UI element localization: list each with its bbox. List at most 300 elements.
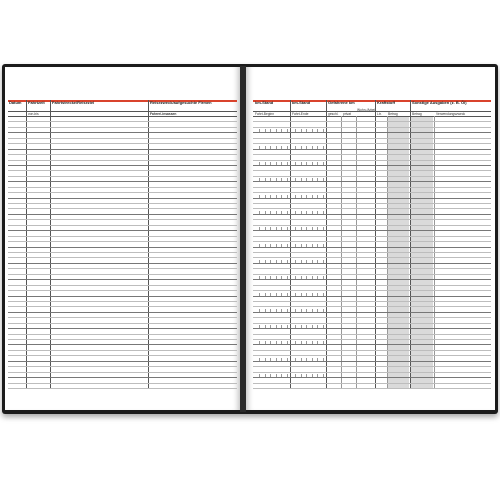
digit-tick — [265, 178, 266, 181]
digit-tick — [301, 374, 302, 377]
left-page — [5, 67, 240, 410]
row-line — [253, 214, 491, 215]
digit-tick — [259, 162, 260, 165]
digit-tick — [259, 227, 260, 230]
digit-tick — [270, 244, 271, 247]
row-line — [253, 219, 491, 220]
digit-tick — [312, 325, 313, 328]
digit-tick — [265, 244, 266, 247]
digit-tick — [270, 260, 271, 263]
digit-tick — [276, 129, 277, 132]
digit-tick — [323, 227, 324, 230]
digit-tick — [276, 162, 277, 165]
digit-tick — [323, 309, 324, 312]
digit-tick — [323, 276, 324, 279]
column-header-time: Fahrtzeit — [28, 100, 45, 105]
digit-tick — [295, 325, 296, 328]
digit-tick — [276, 325, 277, 328]
digit-tick — [287, 309, 288, 312]
digit-tick — [317, 162, 318, 165]
row-line — [8, 355, 237, 356]
row-line — [8, 143, 237, 144]
digit-tick — [323, 374, 324, 377]
digit-tick — [276, 260, 277, 263]
digit-tick — [306, 178, 307, 181]
digit-tick — [317, 341, 318, 344]
digit-tick — [301, 260, 302, 263]
row-line — [253, 328, 491, 329]
row-line — [8, 170, 237, 171]
digit-tick — [306, 244, 307, 247]
digit-tick — [276, 341, 277, 344]
column-sub-fuel-amount: Betrag — [388, 112, 398, 116]
digit-tick — [295, 178, 296, 181]
digit-tick — [259, 146, 260, 149]
digit-tick — [276, 195, 277, 198]
row-line — [253, 181, 491, 182]
digit-tick — [323, 260, 324, 263]
row-line — [253, 377, 491, 378]
digit-tick — [301, 211, 302, 214]
row-line — [8, 208, 237, 209]
row-line — [253, 252, 491, 253]
digit-tick — [265, 129, 266, 132]
row-line — [253, 230, 491, 231]
row-line — [8, 328, 237, 329]
digit-tick — [317, 178, 318, 181]
digit-tick — [295, 309, 296, 312]
digit-tick — [306, 162, 307, 165]
digit-tick — [295, 211, 296, 214]
digit-tick — [317, 227, 318, 230]
digit-tick — [265, 293, 266, 296]
digit-tick — [295, 276, 296, 279]
digit-tick — [295, 260, 296, 263]
row-line — [8, 241, 237, 242]
digit-tick — [317, 146, 318, 149]
row-line — [8, 344, 237, 345]
digit-tick — [281, 227, 282, 230]
digit-tick — [323, 162, 324, 165]
digit-tick — [306, 195, 307, 198]
digit-tick — [323, 325, 324, 328]
digit-tick — [312, 146, 313, 149]
digit-tick — [281, 358, 282, 361]
digit-tick — [312, 129, 313, 132]
digit-tick — [323, 178, 324, 181]
row-line — [8, 252, 237, 253]
digit-tick — [259, 244, 260, 247]
row-line — [8, 366, 237, 367]
row-line — [253, 138, 491, 139]
digit-tick — [265, 309, 266, 312]
digit-tick — [317, 325, 318, 328]
digit-tick — [276, 276, 277, 279]
digit-tick — [276, 146, 277, 149]
row-line — [8, 214, 237, 215]
row-line — [8, 160, 237, 161]
row-line — [8, 138, 237, 139]
digit-tick — [270, 195, 271, 198]
row-line — [8, 372, 237, 373]
row-line — [253, 176, 491, 177]
digit-tick — [312, 227, 313, 230]
row-line — [8, 257, 237, 258]
digit-tick — [270, 309, 271, 312]
digit-tick — [306, 374, 307, 377]
digit-tick — [317, 260, 318, 263]
digit-tick — [276, 293, 277, 296]
digit-tick — [281, 244, 282, 247]
digit-tick — [287, 276, 288, 279]
digit-tick — [287, 325, 288, 328]
digit-tick — [306, 325, 307, 328]
digit-tick — [281, 129, 282, 132]
digit-tick — [287, 146, 288, 149]
digit-tick — [276, 374, 277, 377]
column-sub-liters: Ltr. — [377, 112, 382, 116]
row-line — [8, 334, 237, 335]
row-line — [8, 388, 237, 389]
digit-tick — [312, 293, 313, 296]
row-line — [253, 263, 491, 264]
row-line — [253, 236, 491, 237]
digit-tick — [301, 341, 302, 344]
column-header-date: Datum — [9, 100, 22, 105]
row-line — [8, 263, 237, 264]
row-line — [253, 290, 491, 291]
digit-tick — [265, 276, 266, 279]
digit-tick — [259, 341, 260, 344]
row-line — [8, 198, 237, 199]
digit-tick — [323, 211, 324, 214]
digit-tick — [287, 260, 288, 263]
row-line — [8, 285, 237, 286]
digit-tick — [301, 244, 302, 247]
digit-tick — [265, 358, 266, 361]
column-sub-km-start: Fahrt-Beginn — [255, 112, 275, 116]
column-header-driven-km: Gefahrene km — [328, 100, 355, 105]
column-header-km-start: km-Stand — [255, 100, 274, 105]
row-line — [253, 301, 491, 302]
digit-tick — [312, 341, 313, 344]
row-line — [8, 339, 237, 340]
digit-tick — [295, 129, 296, 132]
row-line — [8, 247, 237, 248]
digit-tick — [301, 227, 302, 230]
digit-tick — [295, 374, 296, 377]
row-line — [8, 317, 237, 318]
row-line — [8, 127, 237, 128]
row-line — [253, 334, 491, 335]
row-line — [8, 219, 237, 220]
digit-tick — [306, 146, 307, 149]
digit-tick — [259, 276, 260, 279]
row-line — [8, 361, 237, 362]
digit-tick — [265, 146, 266, 149]
digit-tick — [259, 293, 260, 296]
digit-tick — [281, 162, 282, 165]
digit-tick — [270, 162, 271, 165]
digit-tick — [281, 146, 282, 149]
digit-tick — [295, 195, 296, 198]
row-line — [8, 132, 237, 133]
row-line — [253, 355, 491, 356]
digit-tick — [265, 211, 266, 214]
digit-tick — [323, 146, 324, 149]
column-sub-business: geschl. — [328, 112, 339, 116]
digit-tick — [287, 244, 288, 247]
digit-tick — [270, 341, 271, 344]
row-line — [253, 160, 491, 161]
column-header-route: Fahrtstrecke/Reiseziel — [52, 100, 95, 105]
digit-tick — [259, 358, 260, 361]
digit-tick — [259, 129, 260, 132]
row-line — [253, 165, 491, 166]
digit-tick — [295, 341, 296, 344]
row-line — [8, 350, 237, 351]
digit-tick — [312, 260, 313, 263]
digit-tick — [312, 309, 313, 312]
digit-tick — [317, 244, 318, 247]
row-line — [253, 203, 491, 204]
column-sub-expense-amount: Betrag — [412, 112, 422, 116]
column-header-km-end: km-Stand — [292, 100, 311, 105]
digit-tick — [287, 195, 288, 198]
digit-tick — [317, 293, 318, 296]
row-line — [253, 187, 491, 188]
right-page — [246, 67, 495, 410]
digit-tick — [317, 211, 318, 214]
row-line — [253, 388, 491, 389]
digit-tick — [301, 195, 302, 198]
row-line — [8, 274, 237, 275]
digit-tick — [323, 129, 324, 132]
digit-tick — [301, 162, 302, 165]
row-line — [253, 350, 491, 351]
header-bottom-rule — [8, 116, 237, 117]
digit-tick — [259, 211, 260, 214]
row-line — [253, 192, 491, 193]
digit-tick — [276, 358, 277, 361]
digit-tick — [317, 374, 318, 377]
row-line — [253, 154, 491, 155]
row-line — [8, 296, 237, 297]
digit-tick — [265, 195, 266, 198]
row-line — [8, 268, 237, 269]
digit-tick — [270, 325, 271, 328]
column-sub-purpose: Fahrer/-insassen — [150, 112, 177, 116]
digit-tick — [276, 227, 277, 230]
digit-tick — [301, 276, 302, 279]
row-line — [8, 301, 237, 302]
row-line — [253, 143, 491, 144]
row-line — [8, 306, 237, 307]
row-line — [253, 208, 491, 209]
digit-tick — [317, 309, 318, 312]
digit-tick — [323, 358, 324, 361]
row-line — [8, 154, 237, 155]
digit-tick — [317, 195, 318, 198]
row-line — [8, 236, 237, 237]
row-line — [8, 149, 237, 150]
digit-tick — [317, 358, 318, 361]
row-line — [253, 323, 491, 324]
row-line — [253, 279, 491, 280]
digit-tick — [281, 276, 282, 279]
digit-tick — [281, 325, 282, 328]
digit-tick — [265, 325, 266, 328]
row-line — [8, 187, 237, 188]
row-line — [253, 344, 491, 345]
row-line — [253, 149, 491, 150]
digit-tick — [312, 276, 313, 279]
digit-tick — [312, 244, 313, 247]
digit-tick — [259, 309, 260, 312]
digit-tick — [301, 178, 302, 181]
digit-tick — [287, 293, 288, 296]
digit-tick — [287, 211, 288, 214]
digit-tick — [306, 129, 307, 132]
digit-tick — [276, 309, 277, 312]
digit-tick — [312, 211, 313, 214]
digit-tick — [281, 260, 282, 263]
digit-tick — [287, 341, 288, 344]
row-line — [253, 361, 491, 362]
digit-tick — [301, 293, 302, 296]
column-sub-km-end: Fahrt-Ende — [292, 112, 309, 116]
digit-tick — [301, 358, 302, 361]
row-line — [8, 279, 237, 280]
row-line — [253, 296, 491, 297]
digit-tick — [312, 358, 313, 361]
digit-tick — [270, 211, 271, 214]
digit-tick — [287, 374, 288, 377]
row-line — [8, 230, 237, 231]
row-line — [253, 257, 491, 258]
column-header-other-expenses: Sonstige Ausgaben (z. B. Öl) — [412, 100, 467, 105]
row-line — [8, 121, 237, 122]
row-line — [8, 165, 237, 166]
digit-tick — [312, 195, 313, 198]
digit-tick — [265, 374, 266, 377]
digit-tick — [259, 260, 260, 263]
row-line — [8, 176, 237, 177]
row-line — [253, 317, 491, 318]
digit-tick — [276, 211, 277, 214]
digit-tick — [306, 211, 307, 214]
digit-tick — [323, 244, 324, 247]
row-line — [253, 198, 491, 199]
digit-tick — [265, 260, 266, 263]
digit-tick — [306, 309, 307, 312]
digit-tick — [259, 178, 260, 181]
column-header-purpose: Reisezweck/aufgesuchte Firmen — [150, 100, 212, 105]
row-line — [253, 366, 491, 367]
digit-tick — [270, 129, 271, 132]
row-line — [8, 312, 237, 313]
digit-tick — [259, 374, 260, 377]
row-line — [8, 323, 237, 324]
digit-tick — [295, 227, 296, 230]
column-sub-expense-purpose: Verwendungszweck — [436, 112, 466, 116]
digit-tick — [295, 293, 296, 296]
digit-tick — [281, 341, 282, 344]
digit-tick — [270, 276, 271, 279]
digit-tick — [306, 276, 307, 279]
digit-tick — [301, 129, 302, 132]
digit-tick — [301, 325, 302, 328]
digit-tick — [265, 341, 266, 344]
digit-tick — [281, 309, 282, 312]
row-line — [8, 377, 237, 378]
digit-tick — [281, 374, 282, 377]
digit-tick — [323, 195, 324, 198]
digit-tick — [306, 341, 307, 344]
digit-tick — [259, 325, 260, 328]
row-line — [8, 290, 237, 291]
column-header-fuel: Kraftstoff — [377, 100, 395, 105]
digit-tick — [306, 358, 307, 361]
digit-tick — [287, 178, 288, 181]
row-line — [253, 132, 491, 133]
row-line — [253, 247, 491, 248]
digit-tick — [312, 178, 313, 181]
digit-tick — [295, 162, 296, 165]
digit-tick — [265, 227, 266, 230]
digit-tick — [270, 358, 271, 361]
digit-tick — [270, 293, 271, 296]
digit-tick — [265, 162, 266, 165]
column-sub-time: von-bis — [28, 112, 39, 116]
row-line — [8, 225, 237, 226]
digit-tick — [270, 227, 271, 230]
digit-tick — [312, 162, 313, 165]
digit-tick — [276, 178, 277, 181]
digit-tick — [259, 195, 260, 198]
row-line — [253, 312, 491, 313]
row-line — [253, 121, 491, 122]
row-line — [253, 170, 491, 171]
digit-tick — [301, 146, 302, 149]
column-sub-private: privat — [343, 112, 352, 116]
digit-tick — [287, 129, 288, 132]
row-line — [253, 225, 491, 226]
digit-tick — [295, 244, 296, 247]
row-line — [253, 274, 491, 275]
digit-tick — [295, 358, 296, 361]
digit-tick — [287, 227, 288, 230]
row-line — [253, 306, 491, 307]
row-line — [253, 127, 491, 128]
row-line — [253, 268, 491, 269]
row-line — [253, 241, 491, 242]
digit-tick — [323, 293, 324, 296]
row-line — [8, 181, 237, 182]
digit-tick — [312, 374, 313, 377]
digit-tick — [317, 276, 318, 279]
digit-tick — [287, 162, 288, 165]
digit-tick — [295, 146, 296, 149]
digit-tick — [281, 293, 282, 296]
digit-tick — [317, 129, 318, 132]
digit-tick — [270, 178, 271, 181]
digit-tick — [287, 358, 288, 361]
digit-tick — [306, 260, 307, 263]
digit-tick — [281, 195, 282, 198]
row-line — [253, 285, 491, 286]
digit-tick — [281, 178, 282, 181]
